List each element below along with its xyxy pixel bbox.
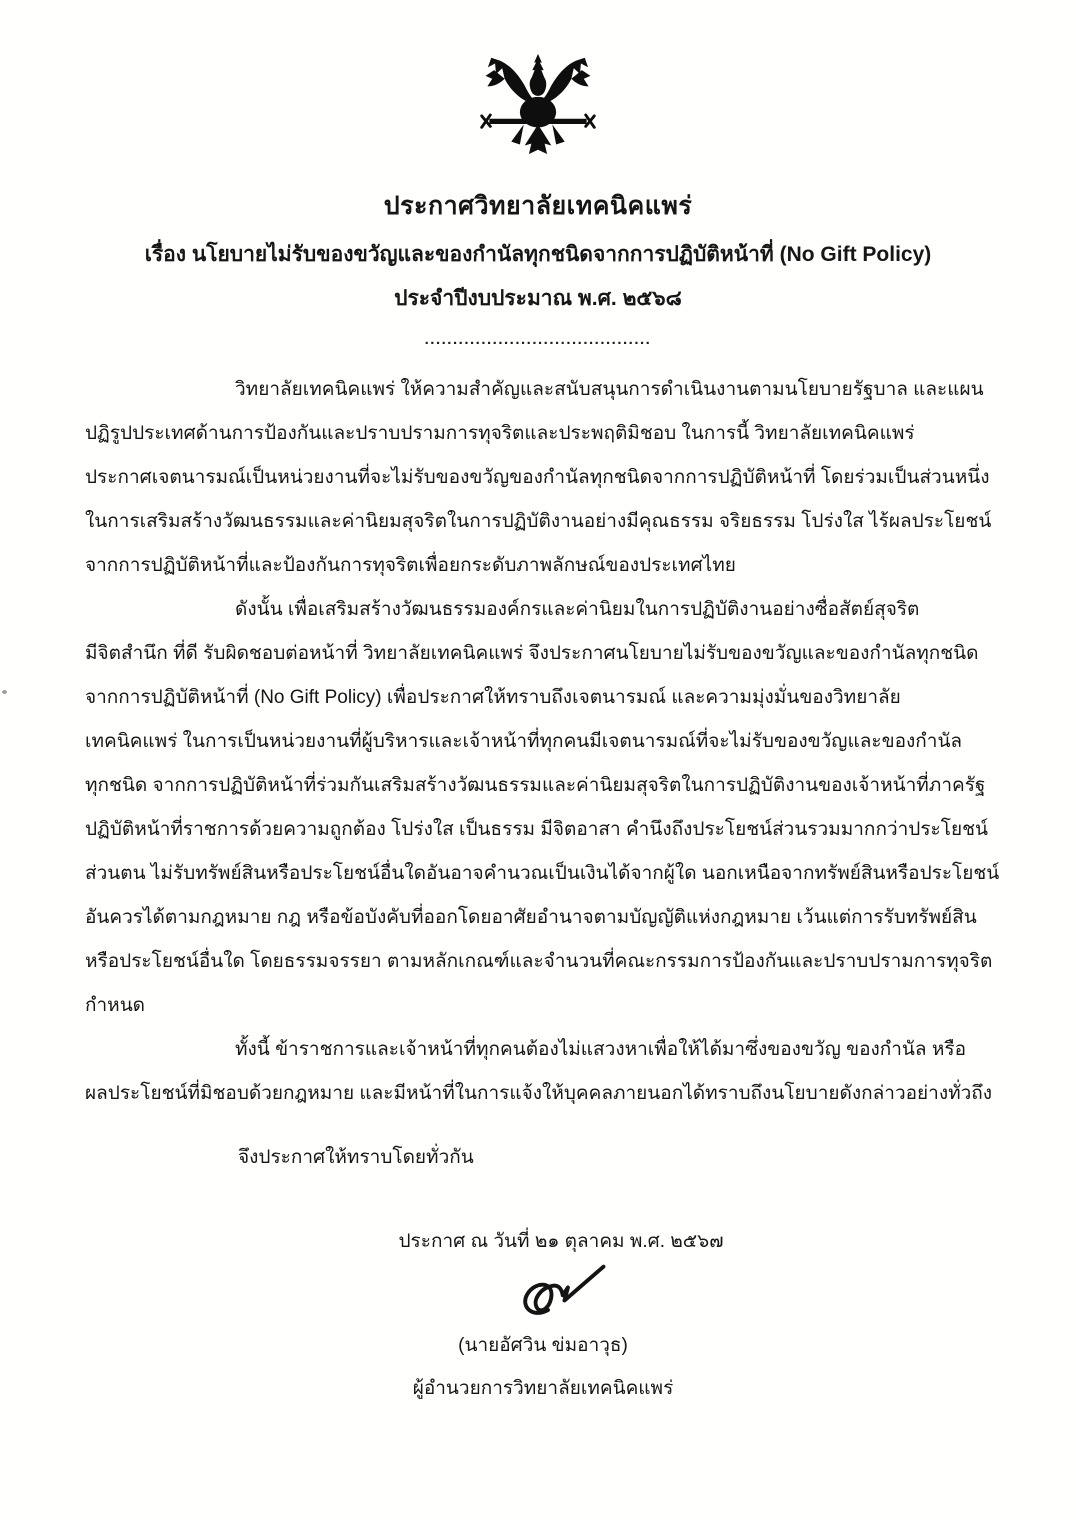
- signature-scribble-icon: [499, 1258, 649, 1336]
- paragraph-line: ปฏิบัติหน้าที่ราชการด้วยความถูกต้อง โปร่งใส เป็นธรรม มีจิตอาสา คำนึงถึงประโยชน์ส่วนรวมมากกว่าประโยชน์: [85, 819, 988, 840]
- paragraph-line: จากการปฏิบัติหน้าที่และป้องกันการทุจริตเพื่อยกระดับภาพลักษณ์ของประเทศไทย: [85, 555, 736, 576]
- document-header: [0, 0, 1076, 348]
- document-title: ประกาศวิทยาลัยเทคนิคแพร่: [383, 192, 693, 220]
- document-body: [85, 368, 1000, 1116]
- paragraph-line: ส่วนตน ไม่รับทรัพย์สินหรือประโยชน์อื่นใดอันอาจคำนวณเป็นเงินได้จากผู้ใด นอกเหนือจากทรัพย์สินหรือประโยชน์: [85, 863, 1000, 884]
- paragraph-line: ผลประโยชน์ที่มิชอบด้วยกฎหมาย และมีหน้าที่ในการแจ้งให้บุคคลภายนอกได้ทราบถึงนโยบายดังกล่าวอย่างทั่วถึง: [85, 1083, 993, 1104]
- signer-title: ผู้อำนวยการวิทยาลัยเทคนิคแพร่: [412, 1378, 674, 1399]
- paragraph-line: หรือประโยชน์อื่นใด โดยธรรมจรรยา ตามหลักเกณฑ์และจำนวนที่คณะกรรมการป้องกันและปราบปรามการทุจริต: [85, 951, 993, 972]
- closing-line: จึงประกาศให้ทราบโดยทั่วกัน: [238, 1147, 474, 1168]
- paragraph-line: ทั้งนี้ ข้าราชการและเจ้าหน้าที่ทุกคนต้องไม่แสวงหาเพื่อให้ได้มาซึ่งของขวัญ ของกำนัล หรือ: [235, 1039, 966, 1060]
- signature-block: [0, 1258, 1076, 1403]
- paragraph-line: ปฏิรูปประเทศด้านการป้องกันและปราบปรามการทุจริตและประพฤติมิชอบ ในการนี้ วิทยาลัยเทคนิคแพร่: [85, 423, 915, 444]
- paragraph-line: วิทยาลัยเทคนิคแพร่ ให้ความสำคัญและสนับสนุนการดำเนินงานตามนโยบายรัฐบาล และแผน: [235, 379, 984, 400]
- announcement-date-line: ประกาศ ณ วันที่ ๒๑ ตุลาคม พ.ศ. ๒๕๖๗: [398, 1231, 724, 1252]
- paragraph-line: จากการปฏิบัติหน้าที่ (No Gift Policy) เพื่อประกาศให้ทราบถึงเจตนารมณ์ และความมุ่งมั่นของวิทยาลัย: [85, 687, 901, 708]
- paragraph-line: ประกาศเจตนารมณ์เป็นหน่วยงานที่จะไม่รับของขวัญของกำนัลทุกชนิดจากการปฏิบัติหน้าที่ โดยร่วมเป็นส่วนหนึ่ง: [85, 467, 990, 488]
- document-subject-line: เรื่อง นโยบายไม่รับของขวัญและของกำนัลทุกชนิดจากการปฏิบัติหน้าที่ (No Gift Policy): [144, 243, 932, 266]
- paragraph-line: อันควรได้ตามกฎหมาย กฎ หรือข้อบังคับที่ออกโดยอาศัยอำนาจตามบัญญัติแห่งกฎหมาย เว้นแต่การรับทรัพย์สิน: [85, 907, 977, 928]
- signer-name: (นายอัศวิน ข่มอาวุธ): [458, 1335, 628, 1356]
- paragraph-line: กำหนด: [85, 995, 146, 1016]
- garuda-emblem: [476, 52, 600, 176]
- dotted-divider: ........................................: [424, 331, 652, 348]
- paragraph-line: ทุกชนิด จากการปฏิบัติหน้าที่ร่วมกันเสริมสร้างวัฒนธรรมและค่านิยมสุจริตในการปฏิบัติงานของเจ้าหน้าที่ภาครัฐ: [85, 775, 986, 796]
- paragraph-line: ดังนั้น เพื่อเสริมสร้างวัฒนธรรมองค์กรและค่านิยมในการปฏิบัติงานอย่างซื่อสัตย์สุจริต: [235, 599, 920, 620]
- fiscal-year-line: ประจำปีงบประมาณ พ.ศ. ๒๕๖๘: [394, 287, 682, 310]
- scan-speck: [2, 690, 7, 694]
- paragraph-line: เทคนิคแพร่ ในการเป็นหน่วยงานที่ผู้บริหารและเจ้าหน้าที่ทุกคนมีเจตนารมณ์ที่จะไม่รับของขวัญและของกำนัล: [85, 731, 963, 752]
- paragraph-line: ในการเสริมสร้างวัฒนธรรมและค่านิยมสุจริตในการปฏิบัติงานอย่างมีคุณธรรม จริยธรรม โปร่งใส ไร้ผลประโยชน์: [85, 511, 992, 532]
- paragraph-line: มีจิตสำนึก ที่ดี รับผิดชอบต่อหน้าที่ วิทยาลัยเทคนิคแพร่ จึงประกาศนโยบายไม่รับของขวัญและของกำนัลทุกชนิด: [85, 643, 979, 664]
